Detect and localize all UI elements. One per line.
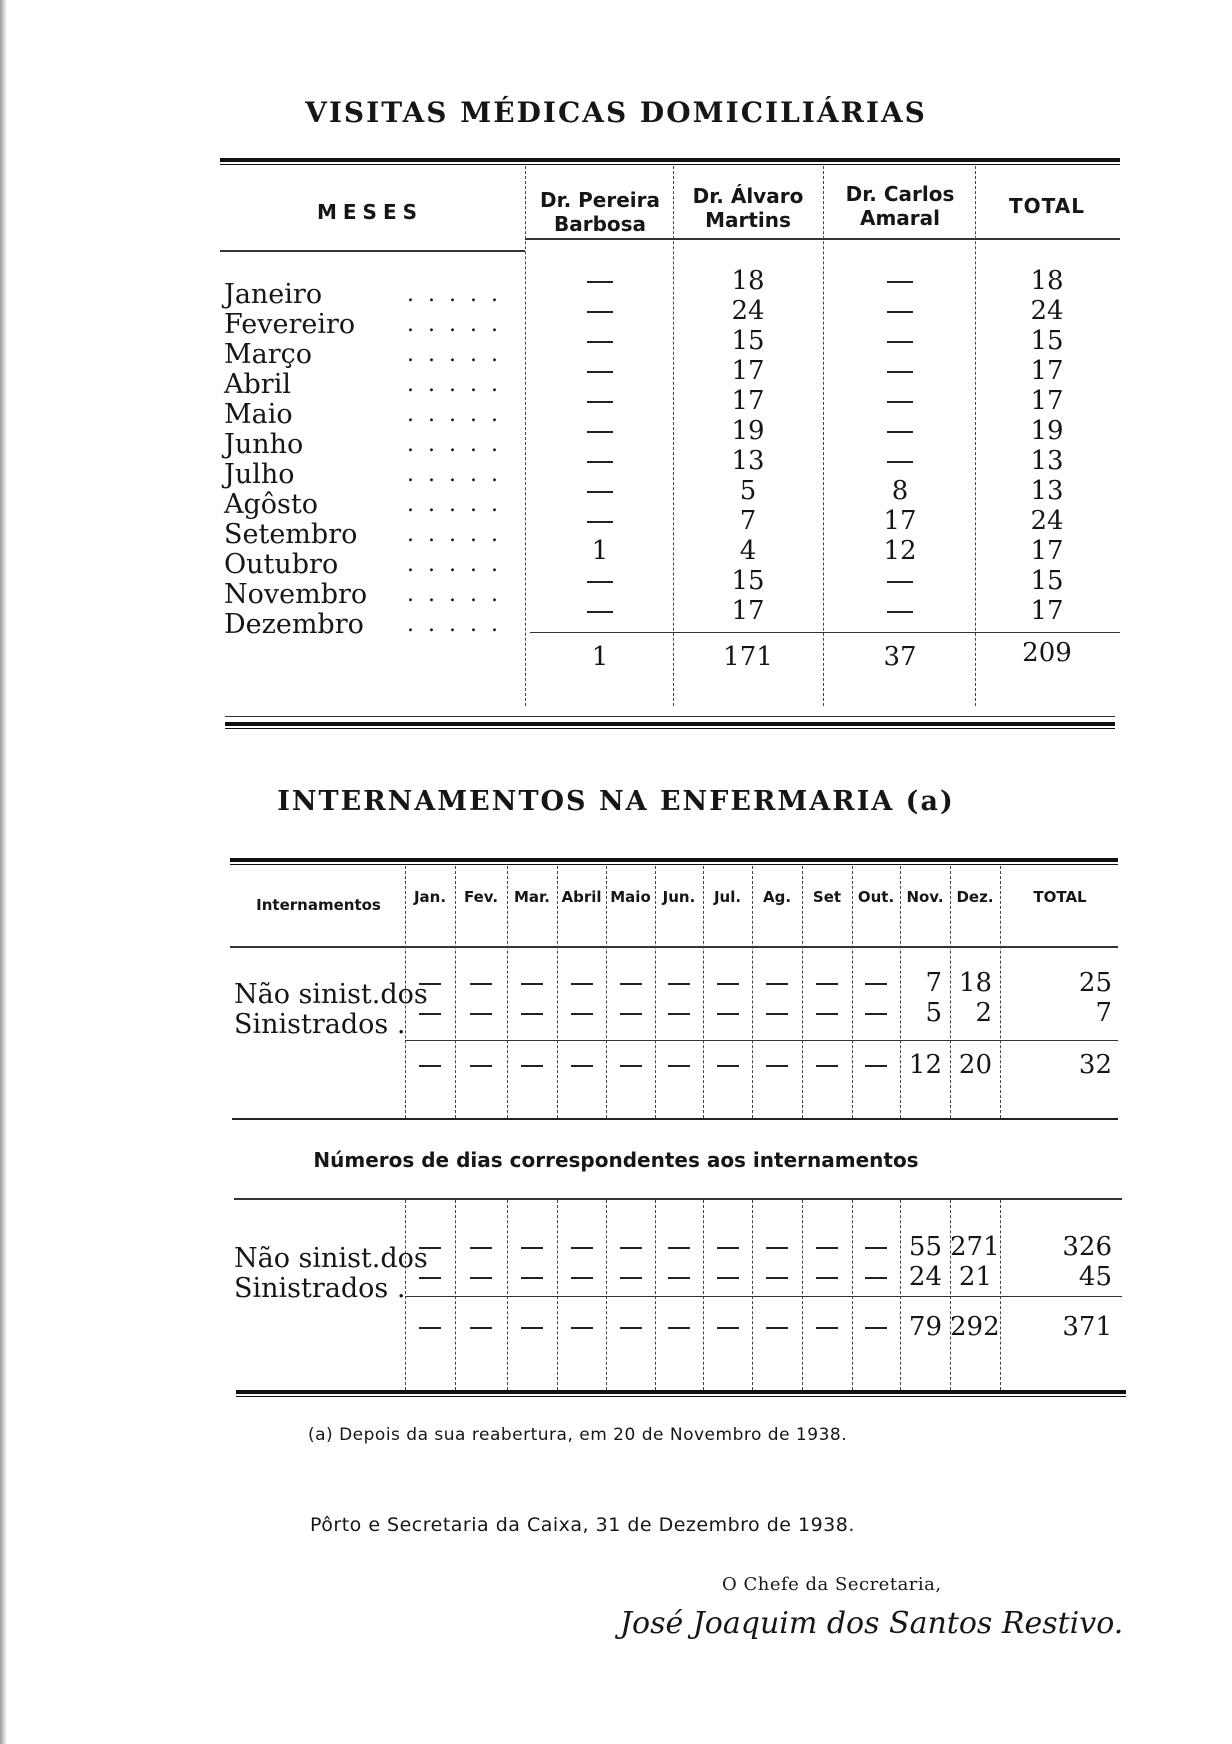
empty-dash [668,1013,690,1015]
col-maio: Maio [610,888,651,906]
col-abril: Abril [561,888,602,906]
pereira-cell [532,416,668,446]
value-cell: 5 [925,998,942,1028]
month-name: Julho [224,459,295,490]
total-cell: 13 [1030,476,1064,506]
dias-vline [900,1200,901,1390]
dias-vline [802,1200,803,1390]
empty-dash [470,1247,492,1249]
carlos-cell [830,266,970,296]
empty-dash [865,1247,887,1249]
empty-dash [571,1065,593,1067]
value-cell: 21 [958,1262,992,1292]
empty-dash [668,1277,690,1279]
total-cell: 15 [1030,566,1064,596]
month-name: Setembro [224,519,358,550]
value-cell: 326 [1062,1232,1112,1262]
pereira-values [532,266,668,626]
alvaro-cell: 15 [731,566,765,596]
dias-vline [655,1200,656,1390]
col-mar: Mar. [513,888,550,906]
value-cell: 2 [975,998,992,1028]
col-total: TOTAL [1033,888,1087,906]
month-name: Junho [224,429,304,460]
leader-dots: ..... [407,582,512,607]
alvaro-cell: 4 [739,536,757,566]
empty-dash [766,1013,788,1015]
pereira-cell: 1 [591,536,609,566]
leader-dots: ..... [407,612,512,637]
row-label: Não sinist.dos [234,979,428,1010]
empty-dash [717,1065,739,1067]
total-cell: 17 [1030,386,1064,416]
col-carlos: Dr. Carlos Amaral [845,182,955,230]
pereira-cell [532,446,668,476]
pereira-cell [532,386,668,416]
visitas-vline [975,166,976,706]
carlos-cell [830,356,970,386]
empty-dash [717,1013,739,1015]
empty-dash [717,1327,739,1329]
empty-dash [816,1247,838,1249]
empty-dash [521,1277,543,1279]
total-cell: 18 [1030,266,1064,296]
col-alvaro: Dr. Álvaro Martins [692,184,804,232]
empty-dash [816,1327,838,1329]
visitas-vline [525,166,526,706]
leader-dots: ..... [407,462,512,487]
visitas-vline [823,166,824,706]
role: O Chefe da Secretaria, [722,1574,942,1595]
visitas-vline [673,166,674,706]
empty-dash [668,983,690,985]
alvaro-cell: 13 [731,446,765,476]
empty-dash [571,1277,593,1279]
carlos-cell [830,446,970,476]
col-jan: Jan. [413,888,447,906]
empty-dash [816,1065,838,1067]
pereira-cell [532,356,668,386]
month-label [224,280,524,310]
empty-dash [816,1013,838,1015]
carlos-cell: 17 [883,506,917,536]
col-total: TOTAL [1009,194,1085,218]
dias-vline [703,1200,704,1390]
value-cell: 25 [1078,968,1112,998]
empty-dash [419,1327,441,1329]
alvaro-values [680,266,816,626]
month-label [224,340,524,370]
alvaro-cell: 17 [731,596,765,626]
alvaro-cell: 15 [731,326,765,356]
leader-dots: ..... [407,552,512,577]
carlos-cell [830,326,970,356]
empty-dash [419,1247,441,1249]
empty-dash [668,1247,690,1249]
col-meses: MESES [316,200,424,224]
month-label [224,610,524,640]
empty-dash [521,1327,543,1329]
carlos-cell [830,566,970,596]
alvaro-cell: 5 [739,476,757,506]
dias-vline [606,1200,607,1390]
empty-dash [470,983,492,985]
dias-vline [557,1200,558,1390]
value-cell: 32 [1078,1050,1112,1080]
empty-dash [419,1013,441,1015]
alvaro-cell: 19 [731,416,765,446]
value-cell: 292 [950,1312,1000,1342]
empty-dash [620,1327,642,1329]
total-cell: 17 [1030,356,1064,386]
internamentos-sum-rule [405,1040,1118,1041]
empty-dash [865,983,887,985]
month-name: Fevereiro [224,309,356,340]
empty-dash [865,1277,887,1279]
dias-title: Números de dias correspondentes aos internamentos [313,1148,919,1172]
value-cell: 12 [908,1050,942,1080]
value-cell: 271 [950,1232,1000,1262]
month-name: Abril [224,369,291,400]
place-date: Pôrto e Secretaria da Caixa, 31 de Dezembro de 1938. [310,1514,855,1536]
value-cell: 7 [925,968,942,998]
months-column [224,280,524,640]
pereira-cell [532,326,668,356]
month-label [224,490,524,520]
leader-dots: ..... [407,492,512,517]
empty-dash [521,1065,543,1067]
alvaro-cell: 7 [739,506,757,536]
month-label [224,430,524,460]
empty-dash [419,1277,441,1279]
total-cell: 19 [1030,416,1064,446]
empty-dash [419,983,441,985]
month-name: Janeiro [224,279,323,310]
month-name: Março [224,339,313,370]
col-dez: Dez. [956,888,994,906]
row-label: Não sinist.dos [234,1243,428,1274]
empty-dash [521,983,543,985]
empty-dash [766,1277,788,1279]
pereira-cell [532,296,668,326]
empty-dash [816,983,838,985]
pereira-cell [532,476,668,506]
total-cell: 24 [1030,506,1064,536]
total-cell: 17 [1030,536,1064,566]
col-set: Set [812,888,842,906]
internamentos-title: INTERNAMENTOS NA ENFERMARIA (a) [277,786,955,817]
visitas-bottom-rule [225,722,1115,729]
empty-dash [717,1247,739,1249]
visitas-header-rule-1 [220,250,525,252]
month-label [224,580,524,610]
empty-dash [865,1065,887,1067]
empty-dash [620,1065,642,1067]
footnote: (a) Depois da sua reabertura, em 20 de Novembro de 1938. [308,1425,848,1445]
total-cell: 17 [1030,596,1064,626]
col-jun: Jun. [662,888,696,906]
empty-dash [620,983,642,985]
month-label [224,310,524,340]
dias-vline [950,1200,951,1390]
col-internamentos: Internamentos [256,896,381,914]
empty-dash [668,1327,690,1329]
dias-sum-rule [405,1296,1122,1297]
leader-dots: ..... [407,282,512,307]
carlos-cell: 8 [891,476,909,506]
month-label [224,520,524,550]
internamentos-bottom-rule [232,1118,1118,1120]
empty-dash [470,1277,492,1279]
leader-dots: ..... [407,402,512,427]
leader-dots: ..... [407,342,512,367]
empty-dash [521,1013,543,1015]
value-cell: 79 [908,1312,942,1342]
value-cell: 45 [1078,1262,1112,1292]
sum-alvaro: 171 [723,642,773,672]
empty-dash [766,983,788,985]
alvaro-cell: 18 [731,266,765,296]
leader-dots: ..... [407,372,512,397]
pereira-cell [532,596,668,626]
alvaro-cell: 17 [731,356,765,386]
month-label [224,460,524,490]
signature: José Joaquim dos Santos Restivo. [620,1606,1124,1641]
empty-dash [766,1327,788,1329]
carlos-cell [830,296,970,326]
col-ag: Ag. [762,888,792,906]
value-cell: 24 [908,1262,942,1292]
col-jul: Jul. [713,888,742,906]
empty-dash [620,1247,642,1249]
sum-total: 209 [1022,638,1072,668]
empty-dash [470,1065,492,1067]
empty-dash [717,983,739,985]
leader-dots: ..... [407,432,512,457]
dias-vline [852,1200,853,1390]
carlos-cell [830,386,970,416]
empty-dash [571,1013,593,1015]
alvaro-cell: 17 [731,386,765,416]
empty-dash [816,1277,838,1279]
col-pereira: Dr. Pereira Barbosa [539,188,661,236]
visitas-bottom-thin [225,716,1115,717]
value-cell: 55 [908,1232,942,1262]
internamentos-top-rule [230,858,1118,865]
empty-dash [470,1013,492,1015]
total-values [982,266,1112,626]
empty-dash [766,1247,788,1249]
month-label [224,370,524,400]
value-cell: 18 [958,968,992,998]
empty-dash [419,1065,441,1067]
empty-dash [571,1247,593,1249]
internamentos-header-rule [230,946,1118,948]
value-cell: 371 [1062,1312,1112,1342]
dias-vline [507,1200,508,1390]
empty-dash [766,1065,788,1067]
col-nov: Nov. [906,888,944,906]
pereira-cell [532,506,668,536]
dias-vline [1000,1200,1001,1390]
visitas-sum-rule [530,632,1120,633]
month-name: Maio [224,399,293,430]
pereira-cell [532,266,668,296]
col-fev: Fev. [463,888,499,906]
empty-dash [620,1277,642,1279]
month-name: Outubro [224,549,339,580]
empty-dash [571,983,593,985]
carlos-values [830,266,970,626]
leader-dots: ..... [407,312,512,337]
empty-dash [470,1327,492,1329]
month-name: Agôsto [224,489,318,520]
total-cell: 24 [1030,296,1064,326]
empty-dash [620,1013,642,1015]
dias-bottom-rule [236,1390,1126,1397]
sum-pereira: 1 [591,642,609,672]
leader-dots: ..... [407,522,512,547]
month-label [224,400,524,430]
dias-vline [752,1200,753,1390]
empty-dash [521,1247,543,1249]
empty-dash [571,1327,593,1329]
empty-dash [865,1327,887,1329]
dias-top-rule [234,1198,1122,1200]
value-cell: 7 [1095,998,1112,1028]
month-label [224,550,524,580]
month-name: Dezembro [224,609,364,640]
sum-carlos: 37 [883,642,917,672]
total-cell: 15 [1030,326,1064,356]
total-cell: 13 [1030,446,1064,476]
empty-dash [865,1013,887,1015]
visitas-top-rule [220,158,1120,165]
carlos-cell [830,416,970,446]
col-out: Out. [857,888,895,906]
carlos-cell: 12 [883,536,917,566]
empty-dash [668,1065,690,1067]
row-label: Sinistrados . [234,1009,406,1040]
value-cell: 20 [958,1050,992,1080]
empty-dash [717,1277,739,1279]
carlos-cell [830,596,970,626]
page-edge-shadow [0,0,7,1744]
dias-vline [455,1200,456,1390]
pereira-cell [532,566,668,596]
month-name: Novembro [224,579,368,610]
visitas-title: VISITAS MÉDICAS DOMICILIÁRIAS [305,96,927,129]
alvaro-cell: 24 [731,296,765,326]
row-label: Sinistrados . [234,1273,406,1304]
